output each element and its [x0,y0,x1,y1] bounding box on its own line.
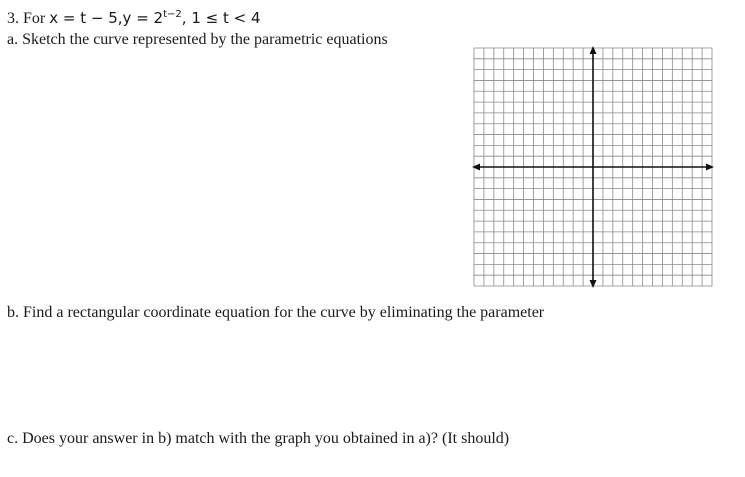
parametric-equations [49,9,260,27]
x-axis-right-arrow [706,164,714,171]
parameter-range: 1 ≤ t < 4 [191,9,261,27]
y-axis-bottom-arrow [590,280,597,288]
y-axis-top-arrow [590,46,597,54]
question-header [7,8,261,29]
y-exponent: t−2 [163,9,182,20]
part-b-prompt: b. Find a rectangular coordinate equation for the curve by eliminating the parameter [7,304,545,321]
axes [472,46,714,288]
part-c-prompt: c. Does your answer in b) match with the graph you obtained in a)? (It should) [7,430,510,447]
x-variable: x [49,9,59,27]
x-expression: = t − 5, [58,9,123,27]
part-a-prompt: a. Sketch the curve represented by the parametric equations [7,31,388,48]
question-lead-in: For [23,10,46,27]
question-number: 3. [7,10,19,27]
y-variable: y [122,9,132,27]
y-expression-base: = 2 [131,9,164,27]
y-expression-tail: , [181,9,187,27]
coordinate-grid [470,44,716,290]
x-axis-left-arrow [472,164,480,171]
